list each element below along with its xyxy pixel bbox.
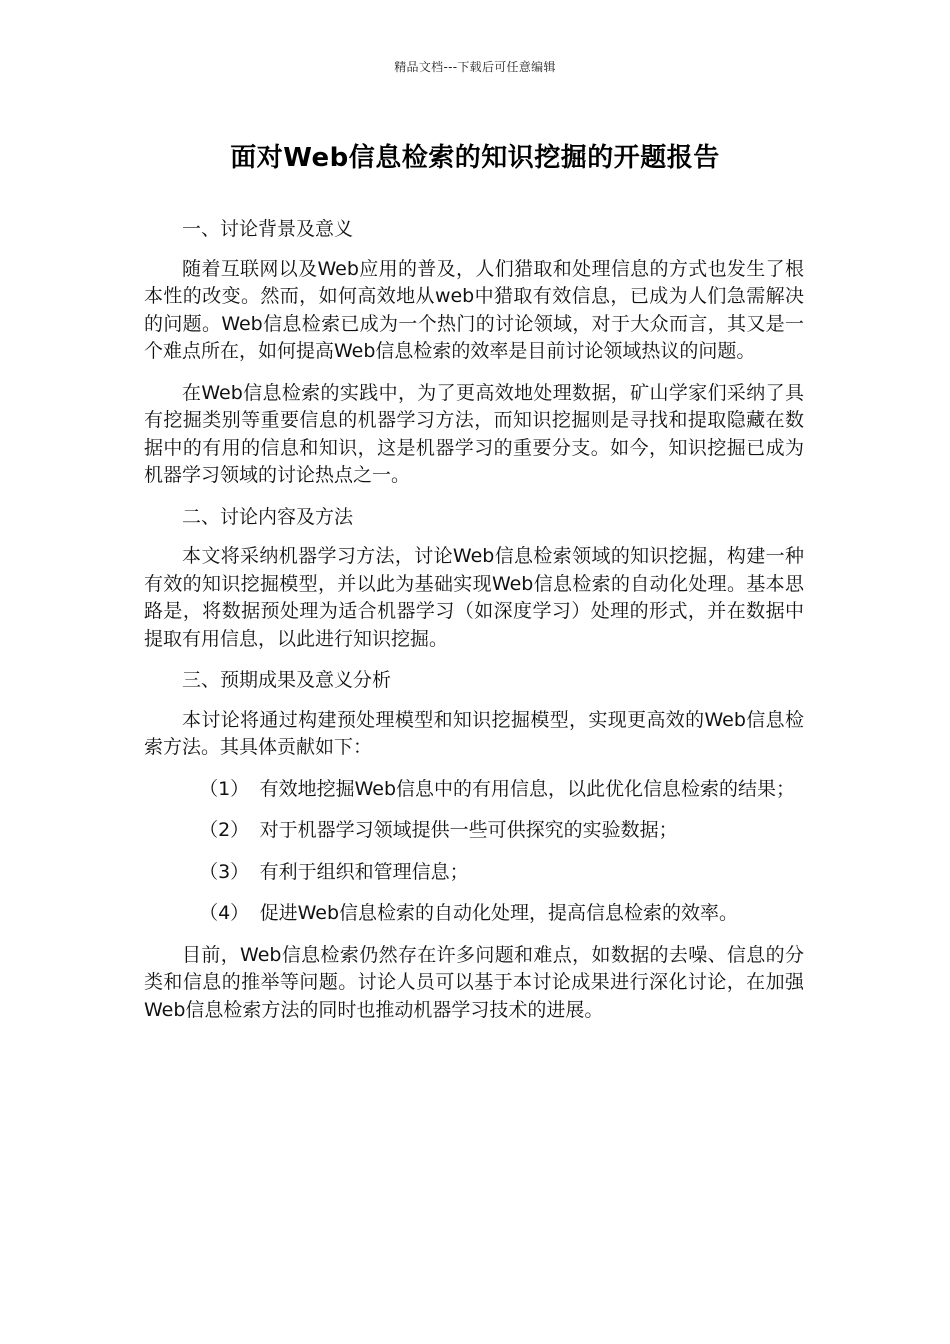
paragraph-content-method-1: 本文将采纳机器学习方法，讨论Web信息检索领域的知识挖掘，构建一种有效的知识挖掘模型，并以此为基础实现Web信息检索的自动化处理。基本思路是，将数据预处理为适合机器学习（如深度学习）处理的形式，并在数据中提取有用信息，以此进行知识挖掘。 xyxy=(144,545,804,650)
paragraph-background-2: 在Web信息检索的实践中，为了更高效地处理数据，矿山学家们采纳了具有挖掘类别等重要信息的机器学习方法，而知识挖掘则是寻找和提取隐藏在数据中的有用的信息和知识，这是机器学习的重要分支。如今，知识挖掘已成为机器学习领域的讨论热点之一。 xyxy=(144,381,804,486)
section-heading-background: 一、讨论背景及意义 xyxy=(182,218,354,240)
list-item-text: 促进Web信息检索的自动化处理，提高信息检索的效率。 xyxy=(259,902,739,924)
list-item xyxy=(144,817,804,845)
header-note: 精品文档---下载后可任意编辑 xyxy=(394,60,556,74)
list-item-number: （4） xyxy=(199,902,250,924)
section-heading-expected-results: 三、预期成果及意义分析 xyxy=(182,669,392,691)
paragraph-background-1: 随着互联网以及Web应用的普及，人们猎取和处理信息的方式也发生了根本性的改变。然而，如何高效地从web中猎取有效信息，已成为人们急需解决的问题。Web信息检索已成为一个热门的讨论领域，对于大众而言，其又是一个难点所在，如何提高Web信息检索的效率是目前讨论领域热议的问题。 xyxy=(144,257,804,362)
paragraph-expected-results-1: 本讨论将通过构建预处理模型和知识挖掘模型，实现更高效的Web信息检索方法。其具体贡献如下： xyxy=(144,708,804,758)
list-item xyxy=(144,900,804,928)
section-heading-content-method: 二、讨论内容及方法 xyxy=(182,505,354,528)
list-item-text: 有效地挖掘Web信息中的有用信息，以此优化信息检索的结果； xyxy=(259,777,796,800)
list-item xyxy=(144,776,804,804)
list-item-number: （3） xyxy=(199,860,250,883)
list-item-text: 有利于组织和管理信息； xyxy=(259,860,469,883)
paragraph-expected-results-2: 目前，Web信息检索仍然存在许多问题和难点，如数据的去噪、信息的分类和信息的推举等问题。讨论人员可以基于本讨论成果进行深化讨论，在加强Web信息检索方法的同时也推动机器学习技术的进展。 xyxy=(144,943,804,1021)
list-item-number: （1） xyxy=(199,777,250,800)
list-item xyxy=(144,859,804,887)
list-item-number: （2） xyxy=(199,819,250,841)
list-item-text: 对于机器学习领域提供一些可供探究的实验数据； xyxy=(259,819,678,841)
document-title: 面对Web信息检索的知识挖掘的开题报告 xyxy=(230,143,720,173)
document-body xyxy=(144,216,804,1038)
